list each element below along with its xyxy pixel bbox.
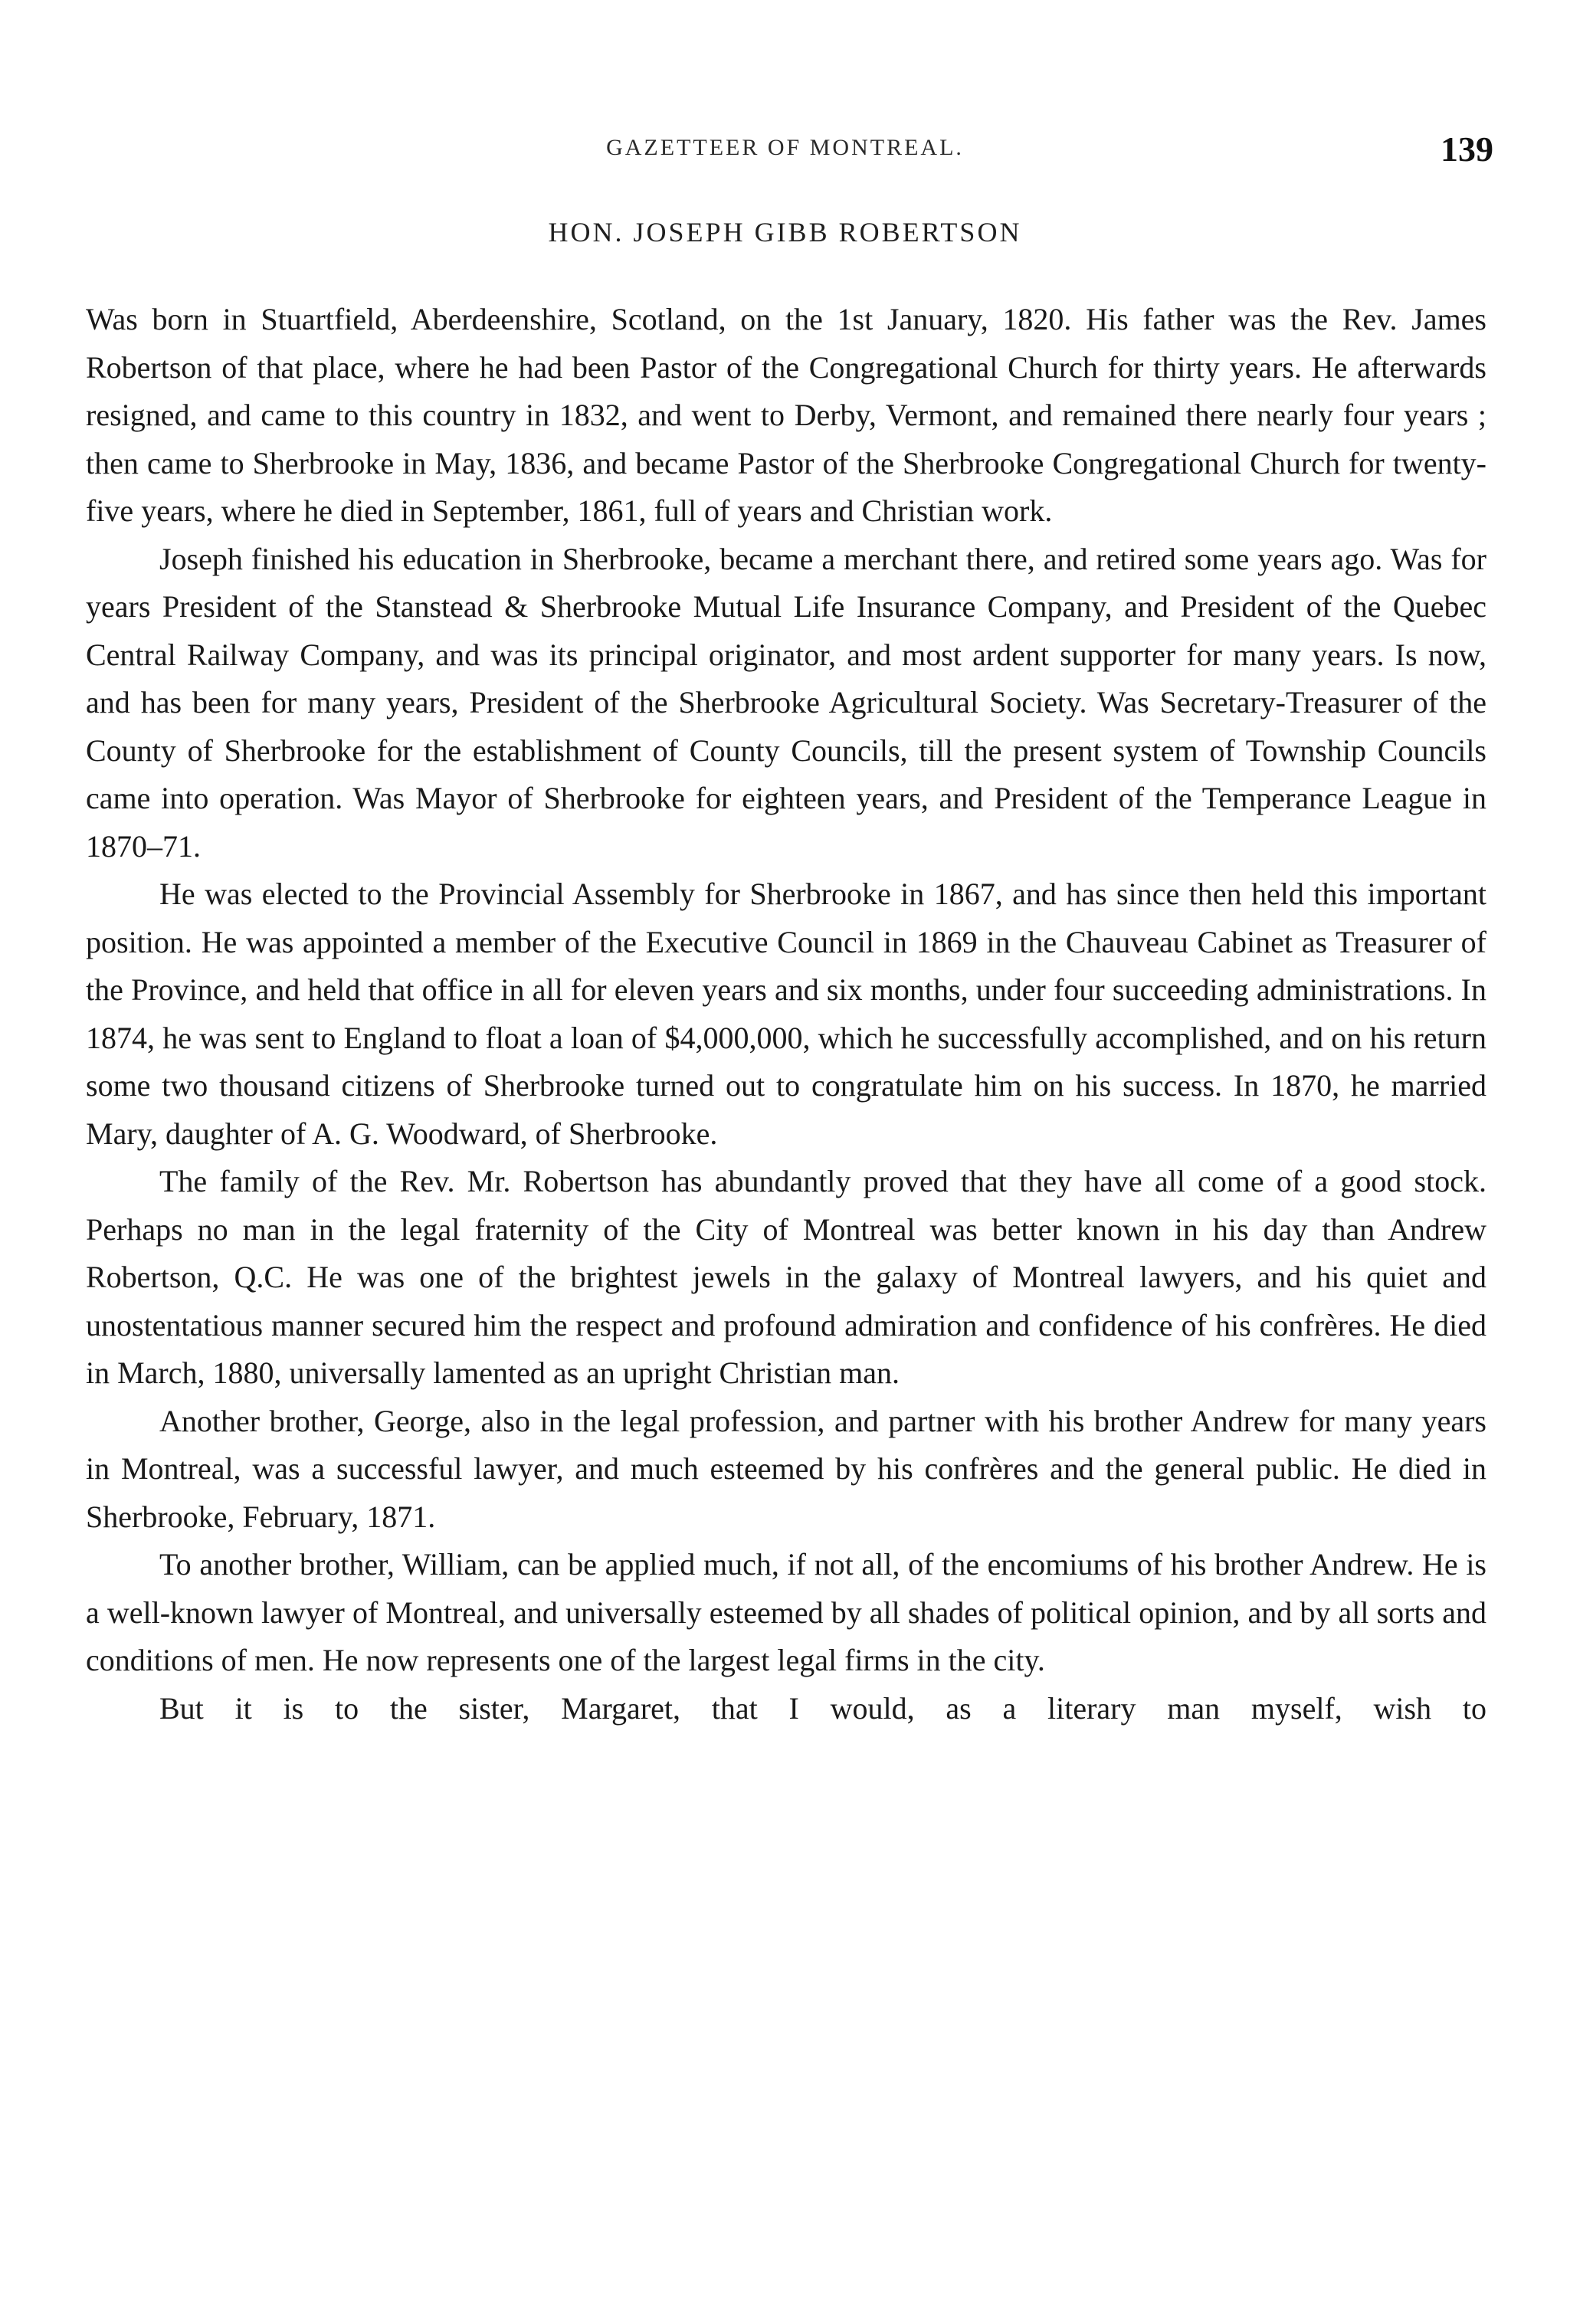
paragraph-politics: He was elected to the Provincial Assembly for Sherbrooke in 1867, and has since then held this important position. He was appointed a member of the Executive Council in 1869 in the Chauveau Cabinet as Treasurer of the Province, and held that office in all for eleven years and six months, under four succeeding administrations. In 1874, he was sent to England to float a loan of $4,000,000, which he successfully accomplished, and on his return some two thousand citizens of Sherbrooke turned out to congratulate him on his success. In 1870, he married Mary, daughter of A. G. Woodward, of Sherbrooke.	[86, 877, 1486, 1151]
article-title: HON. JOSEPH GIBB ROBERTSON	[548, 217, 1022, 247]
paragraph-birth: Was born in Stuartfield, Aberdeenshire, Scotland, on the 1st January, 1820. His father was the Rev. James Robertson of that place, where he had been Pastor of the Congregational Church for thirty years. He afterwards resigned, and came to this country in 1832, and went to Derby, Vermont, and remained there nearly four years ; then came to Sherbrooke in May, 1836, and became Pastor of the Sherbrooke Congregational Church for twenty-five years, where he died in September, 1861, full of years and Christian work.	[86, 302, 1486, 528]
page-number: 139	[1441, 129, 1493, 169]
paragraph-family: The family of the Rev. Mr. Robertson has abundantly proved that they have all come of a good stock. Perhaps no man in the legal fraternity of the City of Montreal was better known in his day than Andrew Robertson, Q.C. He was one of the brightest jewels in the galaxy of Montreal lawyers, and his quiet and unostentatious manner secured him the respect and profound admiration and confidence of his confrères. He died in March, 1880, universally lamented as an upright Christian man.	[86, 1164, 1486, 1390]
article-body	[86, 296, 1486, 1732]
paragraph-george: Another brother, George, also in the legal profession, and partner with his brother Andrew for many years in Montreal, was a successful lawyer, and much esteemed by his confrères and the general public. He died in Sherbrooke, February, 1871.	[86, 1403, 1486, 1534]
running-head	[0, 129, 1570, 175]
paragraph-william: To another brother, William, can be applied much, if not all, of the encomiums of his brother Andrew. He is a well-known lawyer of Montreal, and universally esteemed by all shades of political opinion, and by all sorts and conditions of men. He now represents one of the largest legal firms in the city.	[86, 1547, 1486, 1677]
paragraph-margaret: But it is to the sister, Margaret, that I would, as a literary man myself, wish to	[159, 1690, 1486, 1726]
paragraph-career: Joseph finished his education in Sherbrooke, became a merchant there, and retired some years ago. Was for years President of the Stanstead & Sherbrooke Mutual Life Insurance Company, and President of the Quebec Central Railway Company, and was its principal originator, and most ardent supporter for many years. Is now, and has been for many years, President of the Sherbrooke Agricultural Society. Was Secretary-Treasurer of the County of Sherbrooke for the establishment of County Councils, till the present system of Township Councils came into operation. Was Mayor of Sherbrooke for eighteen years, and President of the Temperance League in 1870–71.	[86, 541, 1486, 864]
running-title: GAZETTEER OF MONTREAL.	[606, 135, 964, 160]
